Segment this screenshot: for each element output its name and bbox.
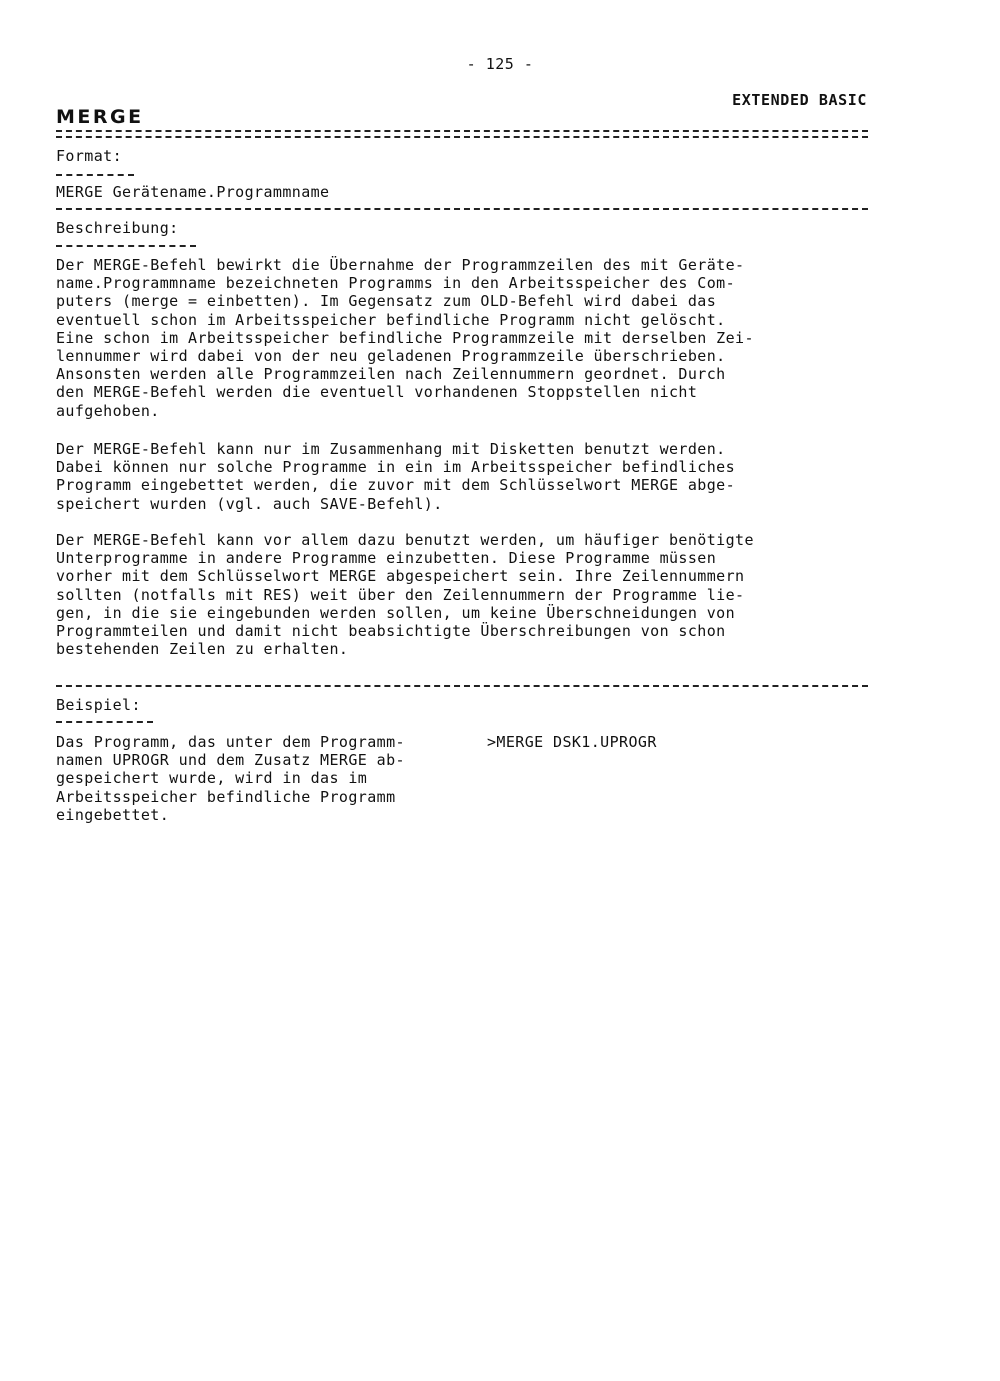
text-line: Das Programm, das unter dem Programm-	[56, 733, 405, 751]
text-line: Dabei können nur solche Programme in ein im Arbeitsspeicher befindliches	[56, 458, 736, 477]
section-rule	[56, 208, 868, 210]
text-line: Arbeitsspeicher befindliche Programm	[56, 787, 396, 806]
text-line: eingebettet.	[56, 805, 170, 824]
section-header: EXTENDED BASIC	[732, 91, 867, 109]
text-line: puters (merge = einbetten). Im Gegensatz zum OLD-Befehl wird dabei das	[56, 292, 717, 311]
text-line: bestehenden Zeilen zu erhalten.	[56, 640, 349, 659]
text-line: name.Programmname bezeichneten Programms in den Arbeitsspeicher des Com-	[56, 274, 736, 293]
text-line: den MERGE-Befehl werden die eventuell vorhandenen Stoppstellen nicht	[56, 383, 698, 402]
description-heading-underline	[56, 245, 196, 247]
text-line: Programm eingebettet werden, die zuvor mit dem Schlüsselwort MERGE abge-	[56, 476, 736, 495]
text-line: lennummer wird dabei von der neu geladenen Programmzeile überschrieben.	[56, 347, 726, 366]
text-line: Unterprogramme in andere Programme einzubetten. Diese Programme müssen	[56, 549, 717, 568]
example-heading-underline	[56, 721, 153, 723]
text-line: aufgehoben.	[56, 401, 160, 420]
text-line: Eine schon im Arbeitsspeicher befindliche Programmzeile mit derselben Zei-	[56, 328, 754, 347]
text-line: vorher mit dem Schlüsselwort MERGE abgespeichert sein. Ihre Zeilennummern	[56, 567, 745, 586]
text-line: gen, in die sie eingebunden werden sollen, um keine Überschneidungen von	[56, 603, 736, 622]
description-paragraph-2	[56, 440, 735, 513]
text-line: gespeichert wurde, wird in das im	[56, 769, 368, 788]
description-heading: Beschreibung:	[56, 219, 179, 237]
command-title: MERGE	[56, 106, 144, 128]
text-line: Der MERGE-Befehl kann nur im Zusammenhang mit Disketten benutzt werden.	[56, 440, 726, 458]
description-paragraph-1	[56, 256, 754, 420]
example-command: >MERGE DSK1.UPROGR	[487, 733, 657, 751]
double-rule	[56, 130, 868, 138]
section-rule	[56, 685, 868, 687]
format-syntax: MERGE Gerätename.Programmname	[56, 183, 330, 201]
text-line: Ansonsten werden alle Programmzeilen nach Zeilennummern geordnet. Durch	[56, 365, 726, 384]
example-description	[56, 733, 405, 824]
format-heading-underline	[56, 174, 134, 176]
text-line: sollten (notfalls mit RES) weit über den Zeilennummern der Programme lie-	[56, 585, 745, 604]
text-line: speichert wurden (vgl. auch SAVE-Befehl).	[56, 494, 443, 513]
text-line: Programmteilen und damit nicht beabsichtigte Überschreibungen von schon	[56, 622, 726, 641]
text-line: namen UPROGR und dem Zusatz MERGE ab-	[56, 751, 405, 770]
text-line: eventuell schon im Arbeitsspeicher befindliche Programm nicht gelöscht.	[56, 310, 726, 329]
text-line: Der MERGE-Befehl bewirkt die Übernahme der Programmzeilen des mit Geräte-	[56, 256, 745, 274]
page-number: - 125 -	[466, 55, 534, 73]
description-paragraph-3	[56, 531, 754, 658]
format-heading: Format:	[56, 147, 123, 165]
example-heading: Beispiel:	[56, 696, 141, 714]
text-line: Der MERGE-Befehl kann vor allem dazu benutzt werden, um häufiger benötigte	[56, 531, 754, 549]
